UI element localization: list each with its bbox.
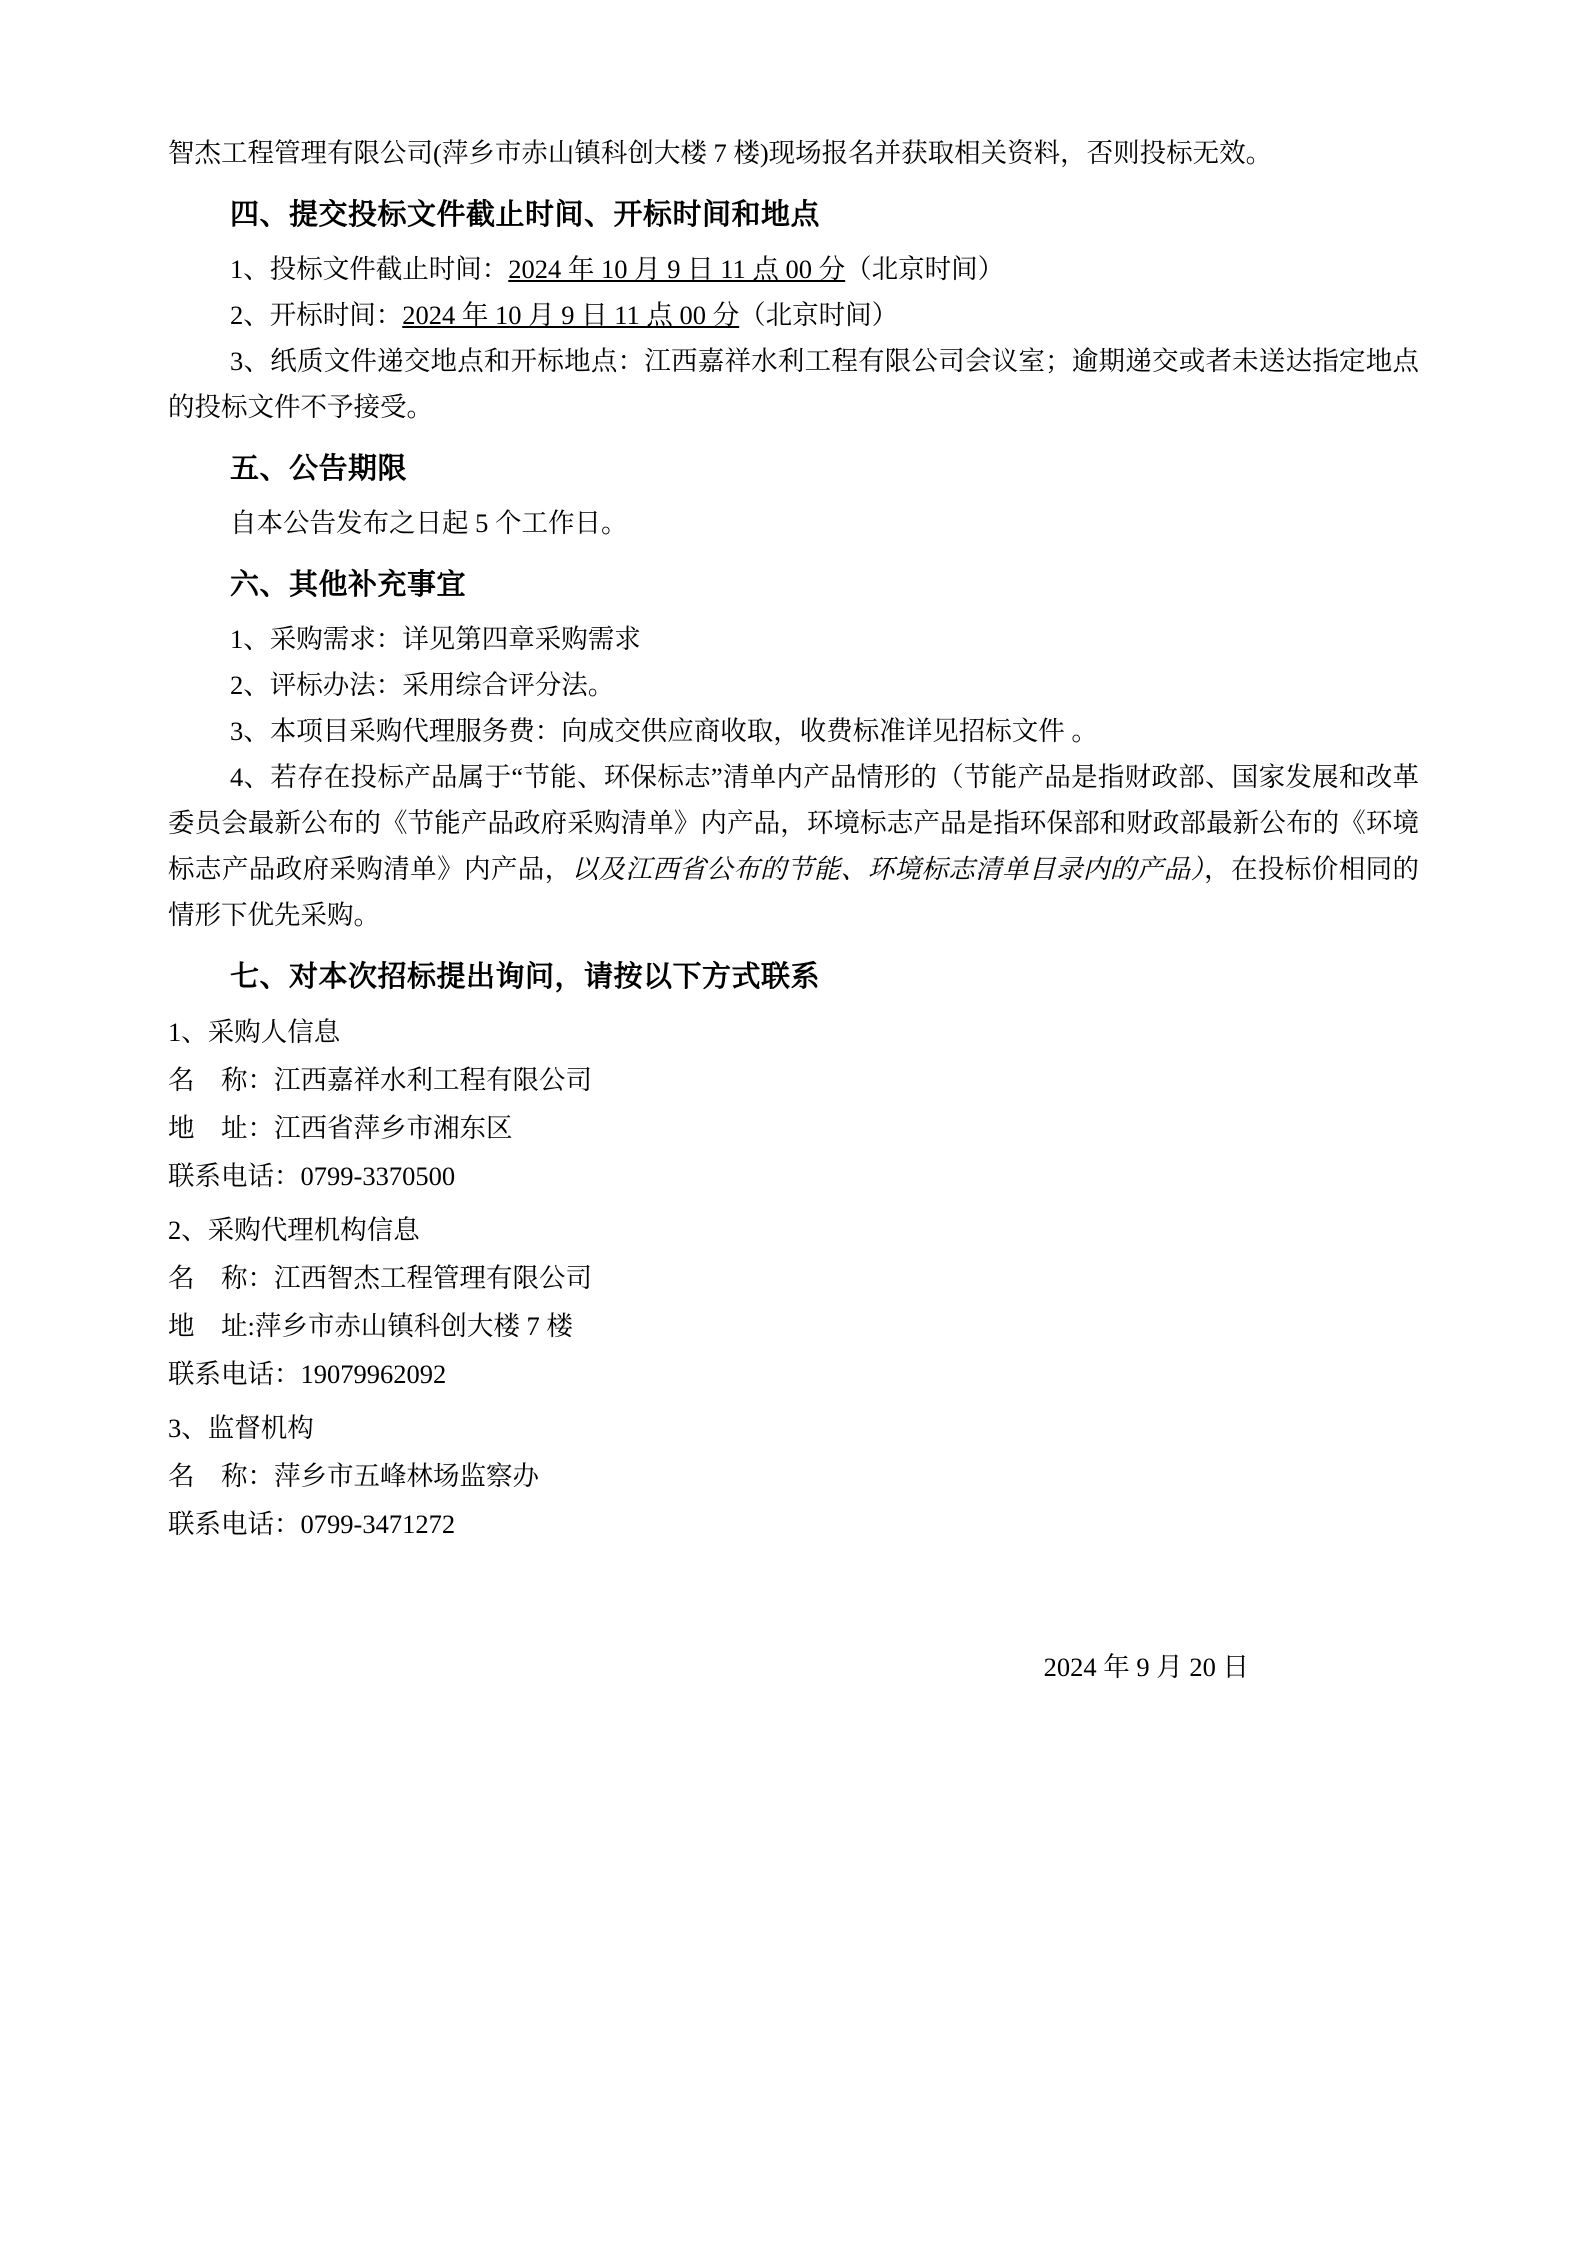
contact-group-agency — [168, 1206, 1419, 1398]
contact-purchaser-name — [168, 1056, 1419, 1104]
contact-purchaser-phone-value: 0799-3370500 — [300, 1161, 456, 1191]
section-4-item-3: 3、纸质文件递交地点和开标地点：江西嘉祥水利工程有限公司会议室；逾期递交或者未送达指定地点的投标文件不予接受。 — [168, 346, 1419, 422]
section-6-item-3: 3、本项目采购代理服务费：向成交供应商收取，收费标准详见招标文件 。 — [230, 716, 1098, 746]
section-heading-7: 七、对本次招标提出询问，请按以下方式联系 — [230, 959, 821, 993]
section-4-item-1 — [168, 246, 1419, 292]
section-4-item-1-prefix: 1、投标文件截止时间： — [230, 254, 509, 284]
section-5-item-1: 自本公告发布之日起 5 个工作日。 — [230, 508, 628, 538]
contact-supervisor-phone — [168, 1500, 1419, 1548]
intro-paragraph: 智杰工程管理有限公司(萍乡市赤山镇科创大楼 7 楼)现场报名并获取相关资料，否则投标无效。 — [168, 138, 1273, 168]
contact-group-supervisor-title: 3、监督机构 — [168, 1413, 314, 1443]
document-date: 2024 年 9 月 20 日 — [1043, 1652, 1249, 1682]
section-4-item-2-suffix: （北京时间） — [739, 300, 899, 330]
section-6-item-2: 2、评标办法：采用综合评分法。 — [230, 670, 615, 700]
section-6-item-4-suffix: ，在投标价相同的情形下优先采购。 — [168, 854, 1420, 930]
contact-agency-phone-label: 联系电话： — [168, 1359, 301, 1389]
section-heading-4: 四、提交投标文件截止时间、开标时间和地点 — [230, 197, 821, 231]
section-6-item-4 — [168, 754, 1419, 938]
contact-supervisor-name-value: 萍乡市五峰林场监察办 — [274, 1461, 539, 1491]
section-4-item-1-suffix: （北京时间） — [845, 254, 1005, 284]
contact-purchaser-name-label: 名 称： — [168, 1065, 274, 1095]
section-6-item-1: 1、采购需求：详见第四章采购需求 — [230, 624, 641, 654]
contact-agency-phone — [168, 1350, 1419, 1398]
contact-purchaser-address-value: 江西省萍乡市湘东区 — [274, 1113, 513, 1143]
contact-agency-phone-value: 19079962092 — [300, 1359, 447, 1389]
contact-supervisor-phone-value: 0799-3471272 — [300, 1509, 456, 1539]
contact-purchaser-address-label: 地 址： — [168, 1113, 274, 1143]
section-6-item-4-prefix: 4、若存在投标产品属于“节能、环保标志”清单内产品情形的（节能产品是指财政部、国家发展和改革委员会最新公布的《节能产品政府采购清单》内产品，环境标志产品是指环保部和财政部最新公布的《环境标志产品政府采购清单》内产品， — [168, 762, 1419, 884]
contact-purchaser-name-value: 江西嘉祥水利工程有限公司 — [274, 1065, 592, 1095]
contact-group-supervisor — [168, 1404, 1419, 1548]
contact-supervisor-phone-label: 联系电话： — [168, 1509, 301, 1539]
contact-purchaser-phone-label: 联系电话： — [168, 1161, 301, 1191]
contact-agency-name — [168, 1254, 1419, 1302]
contact-supervisor-name — [168, 1452, 1419, 1500]
contact-purchaser-address — [168, 1104, 1419, 1152]
contact-agency-address — [168, 1302, 1419, 1350]
contact-agency-address-label: 地 址: — [168, 1311, 255, 1341]
contact-purchaser-phone — [168, 1152, 1419, 1200]
contact-agency-name-value: 江西智杰工程管理有限公司 — [274, 1263, 592, 1293]
section-heading-5: 五、公告期限 — [230, 451, 408, 485]
contact-group-agency-title: 2、采购代理机构信息 — [168, 1215, 420, 1245]
contact-group-purchaser — [168, 1008, 1419, 1200]
section-4-item-2 — [168, 292, 1419, 338]
section-6-item-4-italic: 以及江西省公布的节能、环境标志清单目录内的产品） — [571, 854, 1205, 884]
contact-group-purchaser-title: 1、采购人信息 — [168, 1017, 341, 1047]
section-heading-6: 六、其他补充事宜 — [230, 567, 467, 601]
section-4-item-2-underlined: 2024 年 10 月 9 日 11 点 00 分 — [402, 300, 740, 330]
contact-agency-address-value: 萍乡市赤山镇科创大楼 7 楼 — [254, 1311, 573, 1341]
contact-supervisor-name-label: 名 称： — [168, 1461, 274, 1491]
contact-agency-name-label: 名 称： — [168, 1263, 274, 1293]
section-4-item-1-underlined: 2024 年 10 月 9 日 11 点 00 分 — [508, 254, 846, 284]
section-4-item-2-prefix: 2、开标时间： — [230, 300, 403, 330]
